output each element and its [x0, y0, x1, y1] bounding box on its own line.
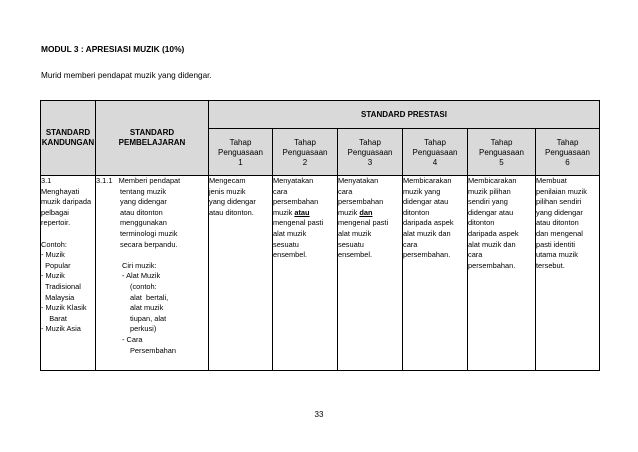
kandungan-line: Popular — [41, 260, 71, 270]
pembelajaran-line: (contoh: — [130, 281, 157, 291]
description-line: sesuatu — [338, 239, 364, 249]
pembelajaran-line: menggunakan — [120, 218, 167, 228]
pembelajaran-line — [96, 250, 208, 261]
description-line: alat muzik dan — [468, 239, 516, 249]
description-line: muzik dan — [338, 207, 373, 217]
tahap-1-description — [209, 176, 273, 371]
pembelajaran-line: atau ditonton — [120, 207, 163, 217]
description-line: dan mengenal — [536, 228, 583, 238]
standards-table — [40, 100, 600, 371]
tahap-4-description — [403, 176, 468, 371]
description-line: muzik atau — [273, 207, 310, 217]
description-line: sesuatu — [273, 239, 299, 249]
description-line: jenis muzik — [209, 186, 246, 196]
description-line: daripada aspek — [468, 228, 519, 238]
description-line: utama muzik — [536, 250, 578, 260]
pembelajaran-line: terminologi muzik — [120, 228, 178, 238]
header-tahap-4: Tahap Penguasaan 4 — [403, 129, 468, 176]
description-line: didengar atau — [403, 197, 449, 207]
pembelajaran-line: 3.1.1 Memberi pendapat — [96, 176, 181, 185]
kandungan-line: Contoh: — [41, 239, 67, 249]
pembelajaran-line: Persembahan — [130, 345, 177, 355]
header-standard-pembelajaran: STANDARD PEMBELAJARAN — [96, 101, 209, 176]
pembelajaran-line: yang didengar — [120, 197, 167, 207]
kandungan-line: Tradisional — [41, 281, 81, 291]
tahap-5-description — [468, 176, 536, 371]
description-line: pasti identiti — [536, 239, 576, 249]
description-line: penilaian muzik — [536, 186, 587, 196]
description-line: ditonton — [403, 207, 430, 217]
description-line: alat muzik — [338, 228, 372, 238]
page-number: 33 — [314, 410, 324, 419]
description-line: persembahan — [338, 197, 384, 207]
description-line: atau ditonton — [536, 218, 579, 228]
kandungan-line: - Muzik — [41, 250, 65, 260]
description-line: Membuat — [536, 176, 567, 185]
kandungan-line: - Muzik Asia — [41, 324, 81, 334]
kandungan-line — [41, 229, 95, 240]
header-standard-kandungan: STANDARD KANDUNGAN — [41, 101, 96, 176]
description-line: daripada aspek — [403, 218, 454, 228]
description-line: Menyatakan — [338, 176, 379, 185]
header-tahap-3: Tahap Penguasaan 3 — [338, 129, 403, 176]
emphasis-word: atau — [294, 207, 310, 217]
description-line: atau ditonton. — [209, 207, 254, 217]
description-line: ditonton — [468, 218, 495, 228]
description-line: mengenal pasti — [273, 218, 324, 228]
header-standard-prestasi: STANDARD PRESTASI — [209, 101, 600, 129]
module-intro: Murid memberi pendapat muzik yang didengar. — [41, 71, 212, 80]
pembelajaran-line: secara berpandu. — [120, 239, 178, 249]
kandungan-line: Malaysia — [41, 292, 75, 302]
description-line: tersebut. — [536, 260, 565, 270]
pembelajaran-line: Ciri muzik: — [122, 260, 157, 270]
pembelajaran-line: perkusi) — [130, 324, 157, 334]
description-line: didengar atau — [468, 207, 514, 217]
description-line: persembahan — [273, 197, 319, 207]
description-line: persembahan. — [468, 260, 516, 270]
pembelajaran-line: alat muzik — [130, 303, 164, 313]
tahap-3-description — [338, 176, 403, 371]
pembelajaran-line: tiupan, alat — [130, 313, 167, 323]
description-line: Menyatakan — [273, 176, 314, 185]
kandungan-line: Barat — [41, 313, 67, 323]
module-title: MODUL 3 : APRESIASI MUZIK (10%) — [41, 44, 185, 54]
kandungan-line: pelbagai — [41, 207, 69, 217]
pembelajaran-line: tentang muzik — [120, 186, 167, 196]
header-tahap-2: Tahap Penguasaan 2 — [273, 129, 338, 176]
kandungan-line: muzik daripada — [41, 197, 92, 207]
description-line: mengenal pasti — [338, 218, 389, 228]
description-line: cara — [273, 186, 288, 196]
kandungan-line: - Muzik Klasik — [41, 303, 87, 313]
description-line: yang didengar — [209, 197, 256, 207]
description-line: pilihan sendiri — [536, 197, 582, 207]
description-line: alat muzik dan — [403, 228, 451, 238]
tahap-6-description — [536, 176, 600, 371]
pembelajaran-line: alat bertali, — [130, 292, 169, 302]
description-line: muzik pilihan — [468, 186, 511, 196]
description-line: cara — [468, 250, 483, 260]
header-tahap-1: Tahap Penguasaan 1 — [209, 129, 273, 176]
pembelajaran-line: - Alat Muzik — [122, 271, 161, 281]
description-line: persembahan. — [403, 250, 451, 260]
description-line: muzik yang — [403, 186, 441, 196]
description-line: sendiri yang — [468, 197, 508, 207]
header-tahap-6: Tahap Penguasaan 6 — [536, 129, 600, 176]
emphasis-word: dan — [359, 207, 373, 217]
description-line: cara — [403, 239, 418, 249]
description-line: Membicarakan — [468, 176, 517, 185]
tahap-2-description — [273, 176, 338, 371]
description-line: alat muzik — [273, 228, 307, 238]
description-line: yang didengar — [536, 207, 583, 217]
pembelajaran-line: - Cara — [122, 334, 143, 344]
kandungan-line: 3.1 — [41, 176, 52, 185]
header-tahap-5: Tahap Penguasaan 5 — [468, 129, 536, 176]
description-line: ensembel. — [273, 250, 308, 260]
description-line: ensembel. — [338, 250, 373, 260]
description-line: cara — [338, 186, 353, 196]
pembelajaran-cell — [96, 176, 209, 371]
kandungan-line: Menghayati — [41, 186, 80, 196]
description-line: Mengecam — [209, 176, 246, 185]
kandungan-cell — [41, 176, 96, 371]
kandungan-line: repertoir. — [41, 218, 71, 228]
description-line: Membicarakan — [403, 176, 452, 185]
kandungan-line: - Muzik — [41, 271, 65, 281]
